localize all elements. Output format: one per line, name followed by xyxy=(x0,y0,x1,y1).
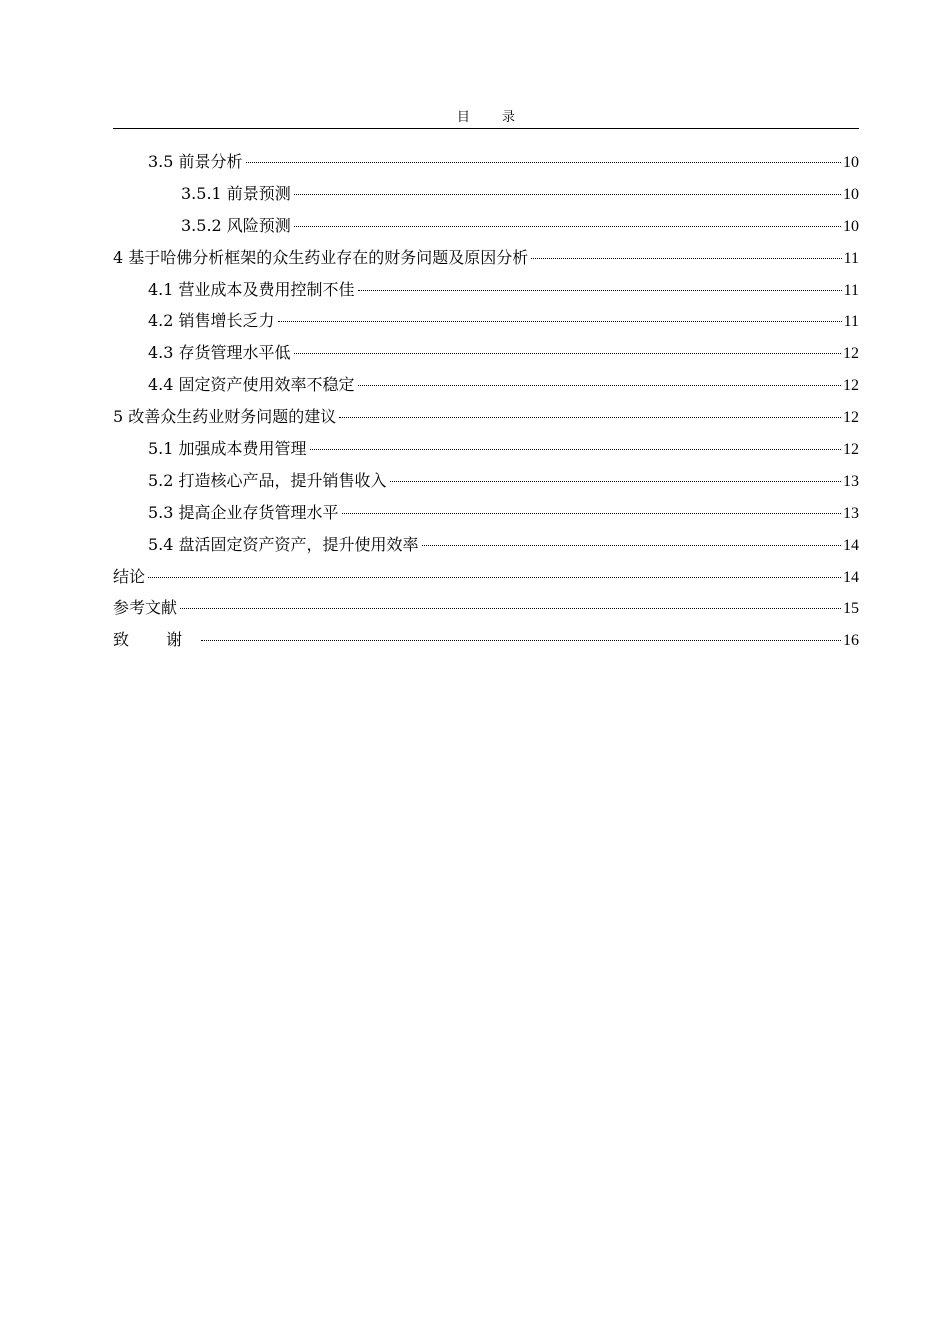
toc-leader-dots xyxy=(180,608,841,609)
toc-entry-page: 12 xyxy=(843,409,859,427)
page-header xyxy=(113,106,859,129)
toc-entry-page: 12 xyxy=(843,345,859,363)
toc-entry-acknowledgements[interactable] xyxy=(113,624,859,656)
table-of-contents xyxy=(113,146,859,656)
toc-entry-title: 4.3 存货管理水平低 xyxy=(148,343,291,363)
toc-leader-dots xyxy=(278,321,842,322)
toc-entry-title: 结论 xyxy=(113,566,146,586)
toc-leader-dots xyxy=(422,545,841,546)
toc-entry-title: 5.4 盘活固定资产资产，提升使用效率 xyxy=(148,534,419,554)
toc-entry-4-4[interactable] xyxy=(113,369,859,401)
toc-leader-dots xyxy=(342,513,841,514)
toc-entry-title: 4 基于哈佛分析框架的众生药业存在的财务问题及原因分析 xyxy=(113,247,529,267)
toc-leader-dots xyxy=(531,258,841,259)
toc-entry-page: 11 xyxy=(843,249,859,267)
toc-entry-title: 参考文献 xyxy=(113,598,178,618)
toc-leader-dots xyxy=(246,162,841,163)
toc-entry-page: 13 xyxy=(843,504,859,522)
toc-entry-page: 10 xyxy=(843,217,859,235)
toc-entry-5[interactable] xyxy=(113,401,859,433)
toc-entry-4-1[interactable] xyxy=(113,274,859,306)
toc-entry-page: 10 xyxy=(843,185,859,203)
toc-entry-page: 13 xyxy=(843,472,859,490)
toc-entry-title: 3.5 前景分析 xyxy=(148,152,243,171)
toc-entry-page: 11 xyxy=(843,313,859,331)
toc-leader-dots xyxy=(294,353,841,354)
toc-leader-dots xyxy=(390,481,841,482)
toc-entry-4-2[interactable] xyxy=(113,305,859,337)
toc-entry-title: 5 改善众生药业财务问题的建议 xyxy=(113,407,337,427)
toc-entry-page: 12 xyxy=(843,377,859,395)
toc-leader-dots xyxy=(310,449,841,450)
toc-entry-references[interactable] xyxy=(113,592,859,624)
toc-entry-page: 11 xyxy=(843,281,859,299)
toc-entry-conclusion[interactable] xyxy=(113,561,859,593)
toc-entry-title: 4.1 营业成本及费用控制不佳 xyxy=(148,279,355,299)
toc-entry-page: 10 xyxy=(843,154,859,171)
toc-leader-dots xyxy=(201,640,841,641)
toc-leader-dots xyxy=(358,290,842,291)
toc-entry-title: 5.1 加强成本费用管理 xyxy=(148,439,307,459)
toc-entry-3-5-1[interactable] xyxy=(113,178,859,210)
toc-entry-title: 3.5.1 前景预测 xyxy=(181,183,291,203)
toc-entry-title: 致 谢 xyxy=(113,630,199,650)
toc-entry-3-5-2[interactable] xyxy=(113,210,859,242)
toc-entry-page: 12 xyxy=(843,441,859,459)
toc-entry-title: 3.5.2 风险预测 xyxy=(181,215,291,235)
page-header-title: 目 录 xyxy=(456,110,530,125)
toc-leader-dots xyxy=(294,194,841,195)
toc-leader-dots xyxy=(358,385,841,386)
toc-leader-dots xyxy=(339,417,841,418)
toc-entry-5-3[interactable] xyxy=(113,497,859,529)
toc-entry-page: 15 xyxy=(843,600,859,618)
toc-entry-5-4[interactable] xyxy=(113,529,859,561)
toc-leader-dots xyxy=(294,226,841,227)
toc-entry-page: 14 xyxy=(843,536,859,554)
toc-entry-5-1[interactable] xyxy=(113,433,859,465)
toc-leader-dots xyxy=(148,577,841,578)
toc-entry-title: 4.2 销售增长乏力 xyxy=(148,311,275,331)
toc-entry-page: 16 xyxy=(843,632,859,650)
toc-entry-3-5[interactable] xyxy=(113,146,859,178)
toc-entry-4-3[interactable] xyxy=(113,337,859,369)
toc-entry-title: 4.4 固定资产使用效率不稳定 xyxy=(148,375,355,395)
toc-entry-title: 5.3 提高企业存货管理水平 xyxy=(148,502,339,522)
toc-entry-title: 5.2 打造核心产品，提升销售收入 xyxy=(148,470,387,490)
toc-entry-4[interactable] xyxy=(113,242,859,274)
toc-entry-5-2[interactable] xyxy=(113,465,859,497)
toc-entry-page: 14 xyxy=(843,568,859,586)
